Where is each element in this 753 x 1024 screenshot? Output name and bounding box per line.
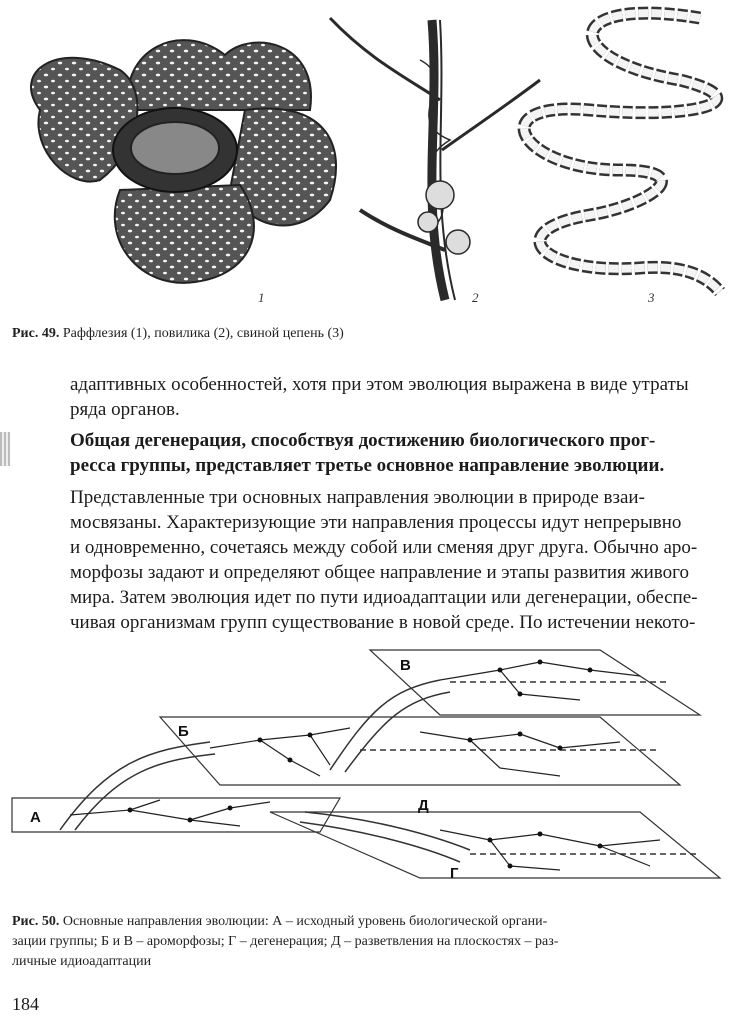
tapeworm-drawing — [524, 13, 720, 292]
rafflesia-drawing — [31, 40, 336, 283]
figure-50-evolution-diagram — [0, 640, 753, 905]
text-line: Общая дегенерация, способствуя достижению биологического прог- — [70, 430, 656, 451]
figure-49-caption-text: Раффлезия (1), повилика (2), свиной цепень (3) — [62, 326, 344, 341]
plane-a — [12, 798, 340, 832]
text-line: и одновременно, сочетаясь между собой или сменяя друг друга. Обычно аро- — [70, 537, 698, 558]
label-a: А — [30, 809, 41, 826]
text-line: Представленные три основных направления эволюции в природе взаи- — [70, 487, 645, 508]
main-paragraph — [70, 485, 742, 635]
figure-50-caption-line: личные идиоадаптации — [12, 954, 152, 969]
text-line: адаптивных особенностей, хотя при этом эволюция выражена в виде утраты — [70, 374, 689, 395]
plane-b — [160, 717, 680, 785]
margin-marker — [0, 432, 10, 466]
text-line: мира. Затем эволюция идет по пути идиоадаптации или дегенерации, обеспе- — [70, 587, 698, 608]
label-b: Б — [178, 723, 189, 740]
text-line: морфозы задают и определяют общее направление и этапы развития живого — [70, 562, 689, 583]
label-g: Г — [450, 865, 459, 882]
continuation-paragraph — [70, 372, 742, 422]
figure-49-caption — [12, 324, 742, 344]
dodder-drawing — [330, 18, 540, 300]
figure-49-caption-label: Рис. 49. — [12, 326, 60, 341]
text-line: мосвязаны. Характеризующие эти направления процессы идут непрерывно — [70, 512, 682, 533]
figure-49-illustration — [0, 0, 753, 318]
figure-50-caption — [12, 912, 744, 972]
highlight-paragraph — [70, 428, 742, 478]
figure-49-panel-label-2: 2 — [472, 290, 479, 305]
text-line: ряда органов. — [70, 399, 180, 420]
figure-50-caption-line: зации группы; Б и В – ароморфозы; Г – дегенерация; Д – разветвления на плоскостях – раз- — [12, 934, 559, 949]
figure-49-panel-label-3: 3 — [648, 290, 655, 305]
figure-49-panel-label-1: 1 — [258, 290, 265, 305]
figure-50-caption-label: Рис. 50. — [12, 914, 60, 929]
label-d: Д — [418, 797, 429, 814]
figure-50-caption-line: Основные направления эволюции: А – исходный уровень биологической органи- — [62, 914, 548, 929]
page-number: 184 — [12, 994, 39, 1014]
label-v: В — [400, 657, 411, 674]
text-line: чивая организмам групп существование в новой среде. По истечении некото- — [70, 612, 696, 633]
text-line: ресса группы, представляет третье основное направление эволюции. — [70, 455, 665, 476]
plane-g — [270, 812, 720, 878]
